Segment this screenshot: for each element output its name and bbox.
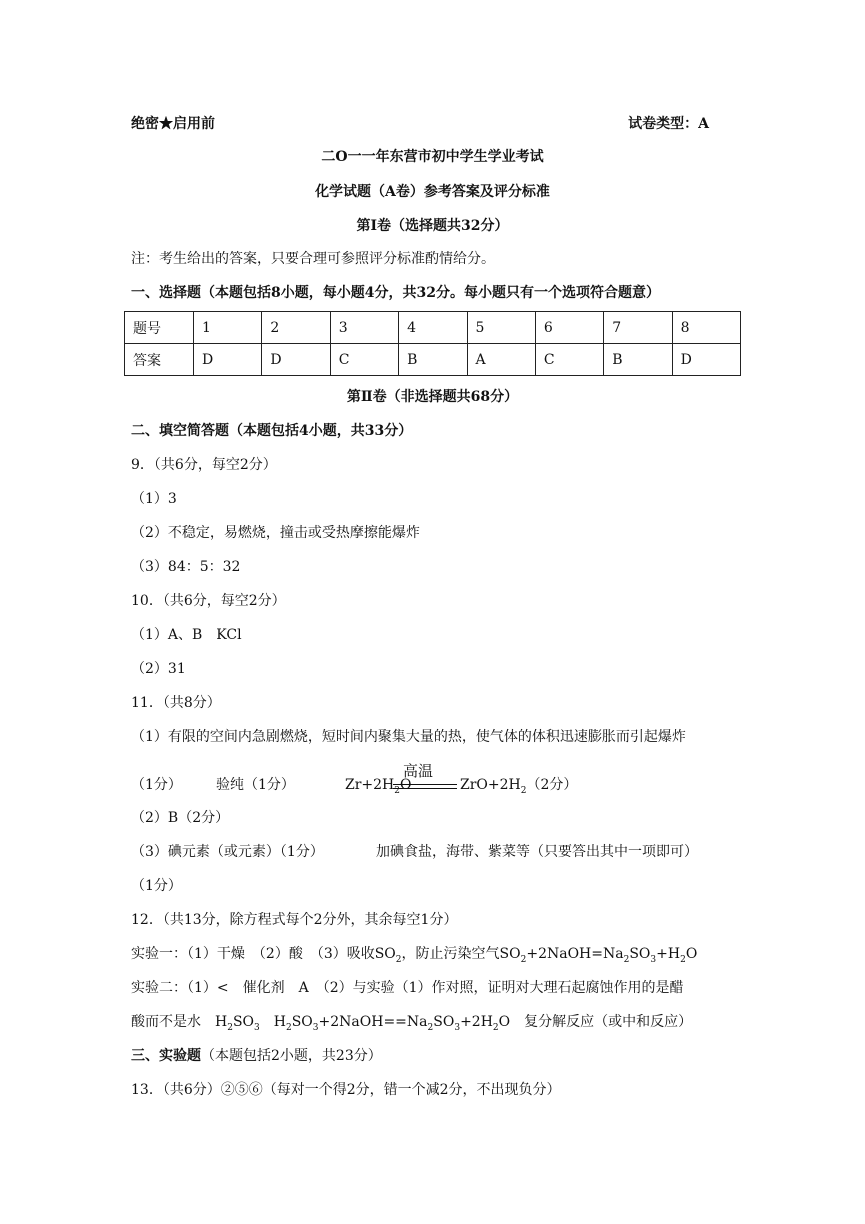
subscript: 2 [520,785,527,796]
table-row [125,344,741,376]
q11-answer-1-purity: 验纯（1分） [216,777,295,793]
q10-title: 10．（共6分，每空2分） [131,593,286,609]
text: +2H [460,1014,493,1030]
text: O [685,946,698,962]
question-number-cell: 4 [399,312,467,344]
part1-title: 第Ⅰ卷（选择题共32分） [356,218,509,234]
product-text: ZrO+2H [460,777,521,793]
text: +2NaOH=Na [526,946,624,962]
subscript: 2 [492,1022,499,1033]
answer-cell: B [399,344,467,376]
subscript: 2 [427,1022,434,1033]
subscript: 2 [227,1022,233,1033]
q12-experiment-2-line1: 实验二：（1）< 催化剂 A （2）与实验（1）作对照，证明对大理石起腐蚀作用的是醋 [131,980,684,996]
subscript: 3 [650,954,657,965]
answer-cell: A [467,344,535,376]
text: SO [291,1014,313,1030]
text: SO [629,946,651,962]
subscript: 3 [254,1022,260,1033]
subscript: 2 [623,954,630,965]
subscript: 3 [312,1022,319,1033]
question-number-cell: 7 [604,312,672,344]
text: O 复分解反应（或中和反应） [498,1014,693,1030]
q9-answer-2: （2）不稳定，易燃烧，撞击或受热摩擦能爆炸 [131,525,420,541]
section2-heading: 二、填空简答题（本题包括4小题，共33分） [131,423,413,439]
section1-heading: 一、选择题（本题包括8小题，每小题4分，共32分。每小题只有一个选项符合题意） [131,285,660,301]
q10-answer-1: （1）A、B KCl [131,627,242,643]
subscript: 2 [680,954,686,965]
q11-answer-3-examples: 加碘食盐，海带、紫菜等（只要答出其中一项即可） [376,844,698,860]
equation-score: （2分） [526,777,578,793]
text: SO [232,1014,255,1030]
q9-answer-1: （1）3 [131,491,177,507]
answer-cell: C [535,344,603,376]
subscript: 2 [285,1022,292,1033]
text: SO [433,1014,455,1030]
question-number-cell: 6 [535,312,603,344]
question-number-label: 题号 [125,312,194,344]
q12-experiment-1 [131,944,697,970]
text: H [259,1014,286,1030]
confidential-label: 绝密★启用前 [131,116,215,132]
answer-label: 答案 [125,344,194,376]
question-number-cell: 8 [672,312,740,344]
subscript: 3 [454,1022,461,1033]
q11-answer-1-score: （1分） [131,777,182,793]
question-number-cell: 1 [194,312,262,344]
text: +2NaOH==Na [318,1014,428,1030]
q11-title: 11．（共8分） [131,695,221,711]
answer-cell: C [330,344,398,376]
section3-heading-bold: 三、实验题 [131,1048,201,1064]
q11-answer-3-score: （1分） [131,878,182,894]
reaction-condition: 高温 [403,762,434,780]
question-number-cell: 2 [262,312,330,344]
q12-title: 12．（共13分，除方程式每个2分外，其余每空1分） [131,912,458,928]
text: 实验一：（1）干燥 （2）酸 （3）吸收SO [131,946,396,962]
answer-key-title: 化学试题（A卷）参考答案及评分标准 [315,184,550,200]
question-number-cell: 5 [467,312,535,344]
text: ，防止污染空气SO [401,946,521,962]
reactant-text: O [400,777,412,793]
subscript: 2 [520,954,527,965]
subscript: 2 [395,954,402,965]
q9-answer-3: （3）84：5：32 [131,559,241,575]
section3-heading [131,1046,382,1066]
table-row [125,312,741,344]
answer-cell: D [194,344,262,376]
answer-cell: D [262,344,330,376]
q13-answer: 13．（共6分）②⑤⑥（每对一个得2分，错一个减2分，不出现负分） [131,1082,561,1098]
question-number-cell: 3 [330,312,398,344]
multiple-choice-answer-table [124,311,741,376]
reactant-text: Zr+2H [345,777,395,793]
q11-answer-1: （1）有限的空间内急剧燃烧，短时间内聚集大量的热，使气体的体积迅速膨胀而引起爆炸 [131,729,686,745]
answer-cell: B [604,344,672,376]
paper-type-label: 试卷类型：A [628,116,709,132]
q9-title: 9．（共6分，每空2分） [131,457,277,473]
scoring-note: 注：考生给出的答案，只要合理可参照评分标准酌情给分。 [131,251,495,267]
part2-title: 第Ⅱ卷（非选择题共68分） [346,389,519,405]
q10-answer-2: （2）31 [131,661,186,677]
text: 酸而不是水 H [131,1014,228,1030]
q11-answer-2: （2）B（2分） [131,810,230,826]
exam-title: 二O一一年东营市初中学生学业考试 [321,149,544,165]
section3-heading-rest: （本题包括2小题，共23分） [201,1048,382,1064]
answer-cell: D [672,344,740,376]
reaction-products [460,775,577,801]
q12-experiment-2-line2 [131,1012,692,1038]
text: +H [656,946,681,962]
subscript: 2 [394,785,401,796]
q11-answer-3: （3）碘元素（或元素）（1分） [131,844,324,860]
reaction-equals-sign [393,784,457,789]
